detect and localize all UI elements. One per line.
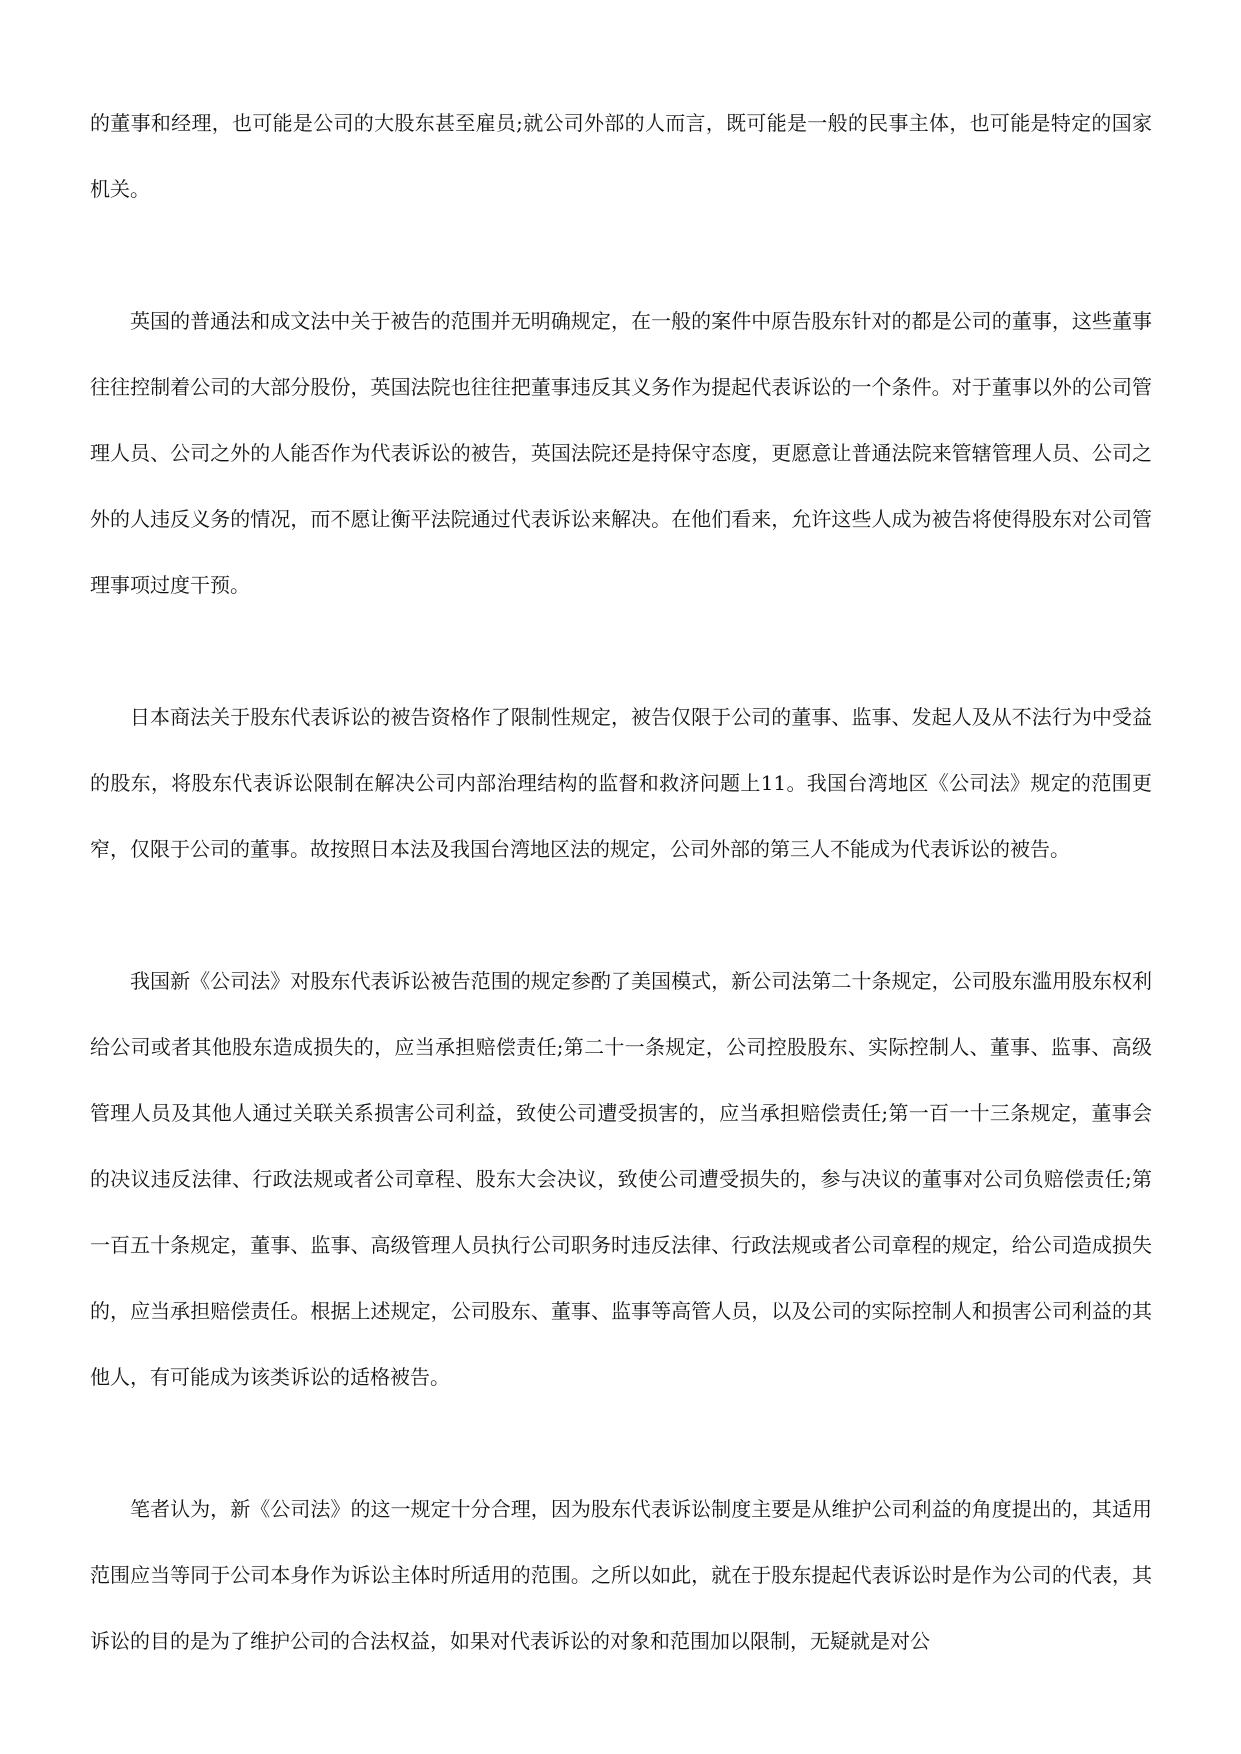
- paragraph-continuation: 的董事和经理，也可能是公司的大股东甚至雇员;就公司外部的人而言，既可能是一般的民事主体，也可能是特定的国家机关。: [90, 111, 1152, 201]
- paragraph-author-opinion: 笔者认为，新《公司法》的这一规定十分合理，因为股东代表诉讼制度主要是从维护公司利益的角度提出的，其适用范围应当等同于公司本身作为诉讼主体时所适用的范围。之所以如此，就在于股东提起代表诉讼时是作为公司的代表，其诉讼的目的是为了维护公司的合法权益，如果对代表诉讼的对象和范围加以限制，无疑就是对公: [90, 1497, 1152, 1653]
- paragraph-japan-law: 日本商法关于股东代表诉讼的被告资格作了限制性规定，被告仅限于公司的董事、监事、发起人及从不法行为中受益的股东，将股东代表诉讼限制在解决公司内部治理结构的监督和救济问题上11。我国台湾地区《公司法》规定的范围更窄，仅限于公司的董事。故按照日本法及我国台湾地区法的规定，公司外部的第三人不能成为代表诉讼的被告。: [90, 705, 1152, 861]
- paragraph-gap: [90, 882, 1152, 948]
- paragraph-gap: [90, 1410, 1152, 1476]
- paragraph-china-law: 我国新《公司法》对股东代表诉讼被告范围的规定参酌了美国模式，新公司法第二十条规定，公司股东滥用股东权利给公司或者其他股东造成损失的，应当承担赔偿责任;第二十一条规定，公司控股股东、实际控制人、董事、监事、高级管理人员及其他人通过关联关系损害公司利益，致使公司遭受损害的，应当承担赔偿责任;第一百一十三条规定，董事会的决议违反法律、行政法规或者公司章程、股东大会决议，致使公司遭受损失的，参与决议的董事对公司负赔偿责任;第一百五十条规定，董事、监事、高级管理人员执行公司职务时违反法律、行政法规或者公司章程的规定，给公司造成损失的，应当承担赔偿责任。根据上述规定，公司股东、董事、监事等高管人员，以及公司的实际控制人和损害公司利益的其他人，有可能成为该类诉讼的适格被告。: [90, 969, 1152, 1389]
- document-page: [90, 90, 1152, 1674]
- paragraph-gap: [90, 618, 1152, 684]
- paragraph-gap: [90, 222, 1152, 288]
- paragraph-uk-law: 英国的普通法和成文法中关于被告的范围并无明确规定，在一般的案件中原告股东针对的都是公司的董事，这些董事往往控制着公司的大部分股份，英国法院也往往把董事违反其义务作为提起代表诉讼的一个条件。对于董事以外的公司管理人员、公司之外的人能否作为代表诉讼的被告，英国法院还是持保守态度，更愿意让普通法院来管辖管理人员、公司之外的人违反义务的情况，而不愿让衡平法院通过代表诉讼来解决。在他们看来，允许这些人成为被告将使得股东对公司管理事项过度干预。: [90, 309, 1152, 597]
